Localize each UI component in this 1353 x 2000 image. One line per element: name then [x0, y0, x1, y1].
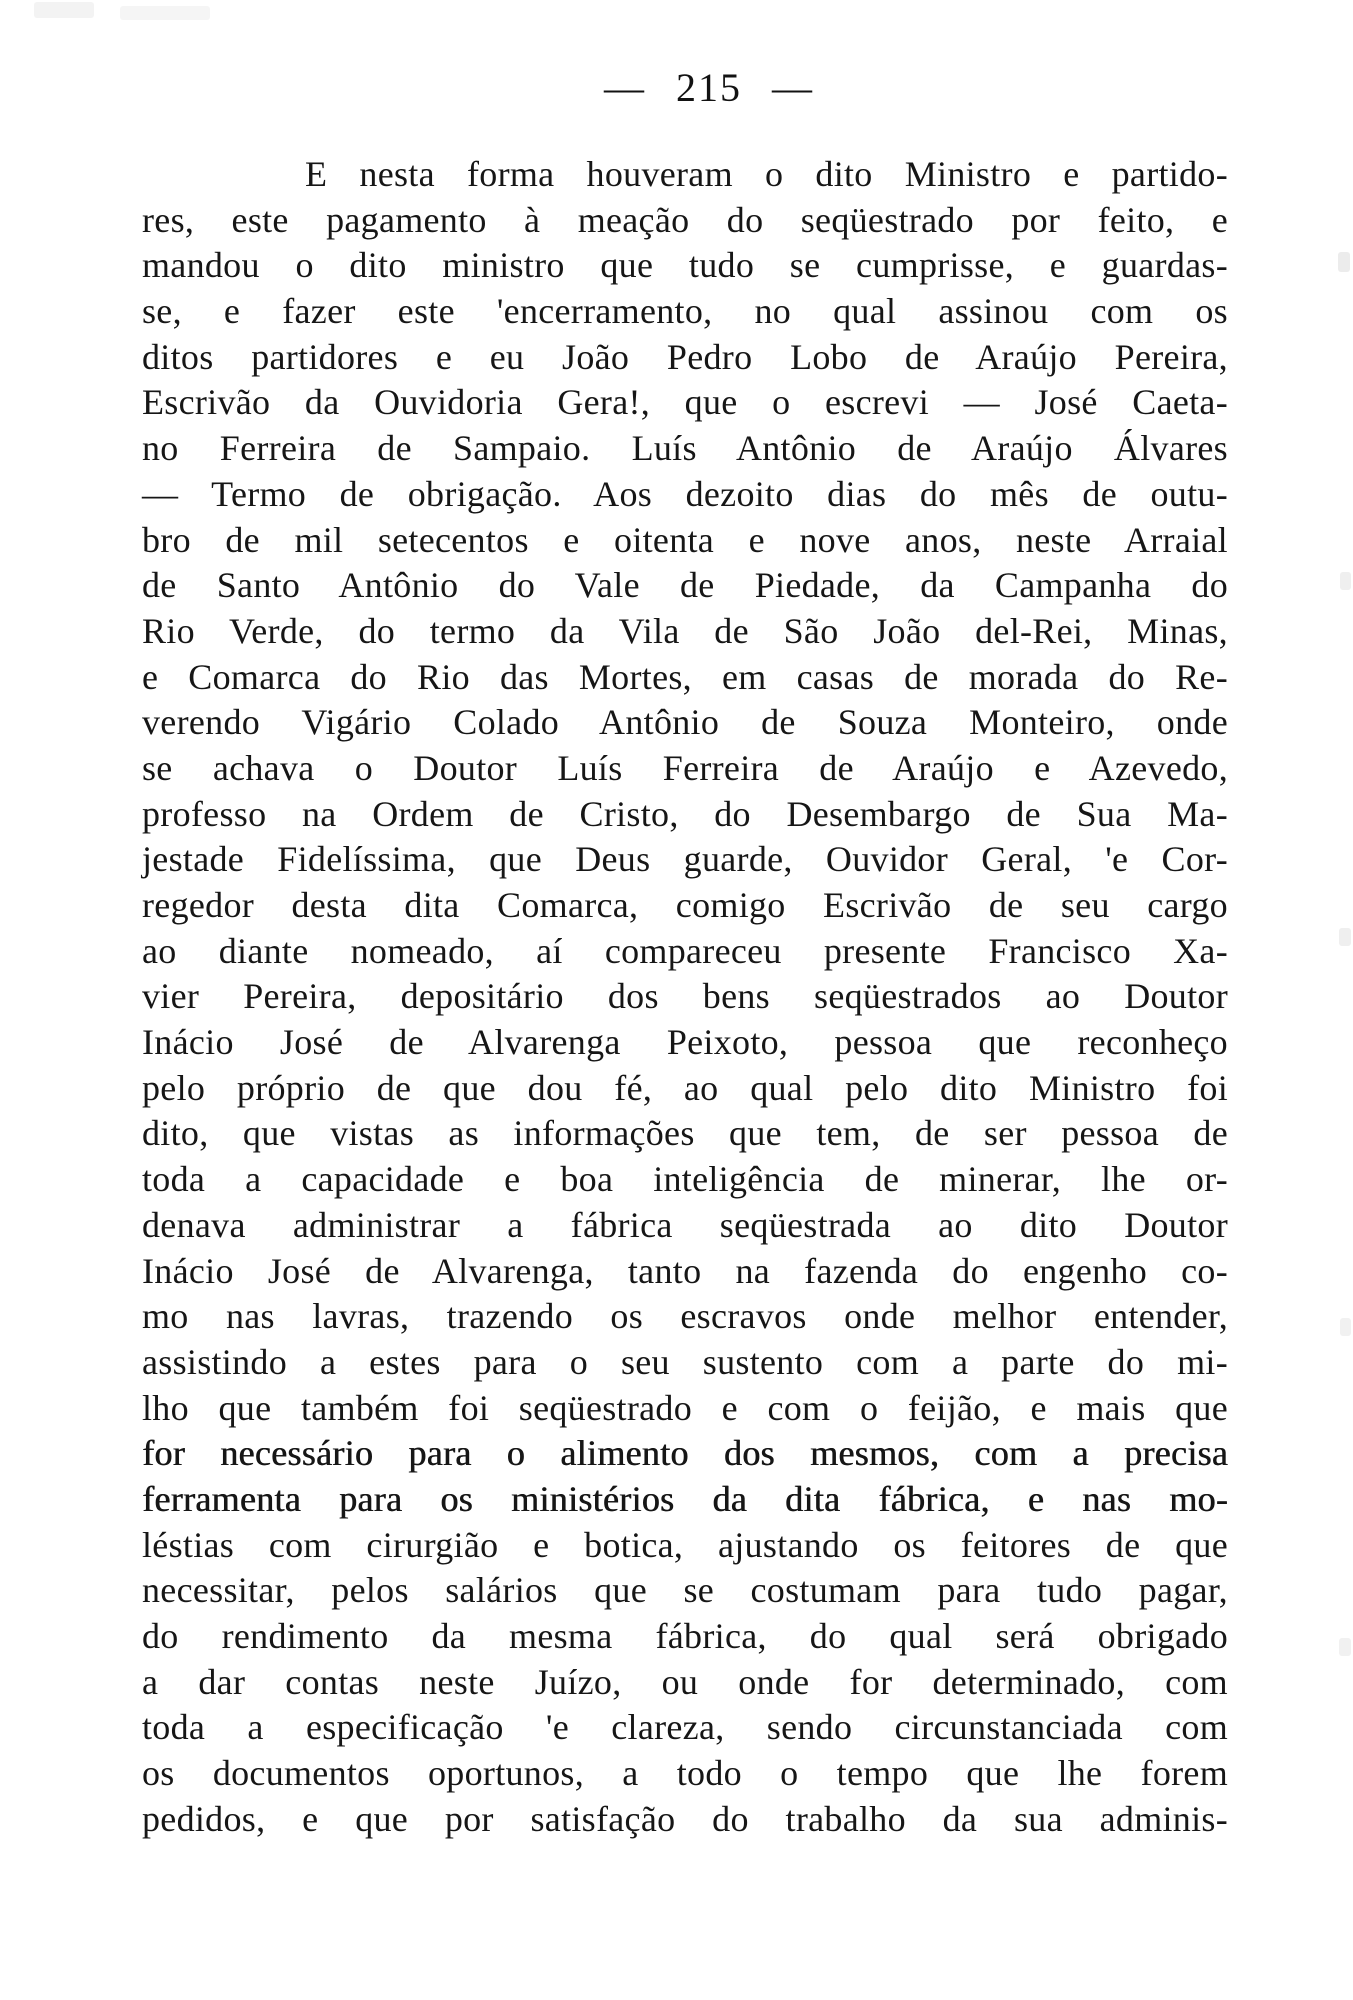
scan-artifact — [1339, 928, 1351, 946]
text-line: no Ferreira de Sampaio. Luís Antônio de Araújo Álvares — [142, 428, 1228, 469]
text-line: e Comarca do Rio das Mortes, em casas de morada do Re- — [142, 656, 1228, 697]
text-line: bro de mil setecentos e oitenta e nove anos, neste Arraial — [142, 519, 1228, 560]
text-line: verendo Vigário Colado Antônio de Souza Monteiro, onde — [142, 702, 1228, 743]
text-line: os documentos oportunos, a todo o tempo que lhe forem — [142, 1753, 1228, 1794]
text-line: de Santo Antônio do Vale de Piedade, da Campanha do — [142, 565, 1228, 606]
scan-artifact — [1340, 1318, 1351, 1336]
text-line: regedor desta dita Comarca, comigo Escrivão de seu cargo — [142, 885, 1228, 925]
text-line: pedidos, e que por satisfação do trabalho da sua adminis- — [142, 1798, 1228, 1839]
text-line: Inácio José de Alvarenga Peixoto, pessoa que reconheço — [142, 1022, 1228, 1063]
scan-artifact — [120, 6, 210, 20]
scan-artifact — [1338, 252, 1350, 272]
text-line: assistindo a estes para o seu sustento com a parte do mi- — [142, 1341, 1228, 1382]
text-line: vier Pereira, depositário dos bens seqüestrados ao Doutor — [142, 976, 1228, 1017]
text-line: lho que também foi seqüestrado e com o feijão, e mais que — [142, 1387, 1228, 1428]
text-line: mandou o dito ministro que tudo se cumprisse, e guardas- — [142, 245, 1228, 286]
text-line: res, este pagamento à meação do seqüestrado por feito, e — [142, 199, 1228, 240]
scan-artifact — [34, 2, 94, 18]
text-line: ferramenta para os ministérios da dita fábrica, e nas mo- — [142, 1478, 1228, 1519]
text-line: — Termo de obrigação. Aos dezoito dias do mês de outu- — [142, 473, 1228, 514]
text-line: pelo próprio de que dou fé, ao qual pelo dito Ministro foi — [142, 1067, 1228, 1108]
text-line: mo nas lavras, trazendo os escravos onde melhor entender, — [142, 1296, 1228, 1337]
text-line: Escrivão da Ouvidoria Gera!, que o escrevi — José Caeta- — [142, 382, 1228, 423]
text-line: do rendimento da mesma fábrica, do qual será obrigado — [142, 1616, 1228, 1656]
text-line: for necessário para o alimento dos mesmos, com a precisa — [142, 1433, 1228, 1474]
text-line: ao diante nomeado, aí compareceu presente Francisco Xa- — [142, 930, 1228, 971]
text-line: a dar contas neste Juízo, ou onde for determinado, com — [142, 1661, 1228, 1702]
text-line: necessitar, pelos salários que se costumam para tudo pagar, — [142, 1570, 1228, 1611]
scan-artifact — [1340, 572, 1351, 590]
page-number: — 215 — — [604, 65, 814, 110]
text-line: Inácio José de Alvarenga, tanto na fazenda do engenho co- — [142, 1250, 1228, 1291]
text-line: jestade Fidelíssima, que Deus guarde, Ouvidor Geral, 'e Cor- — [142, 839, 1228, 880]
text-line: se achava o Doutor Luís Ferreira de Araújo e Azevedo, — [142, 747, 1228, 788]
text-line: toda a especificação 'e clareza, sendo circunstanciada com — [142, 1707, 1228, 1748]
text-line: se, e fazer este 'encerramento, no qual assinou com os — [142, 291, 1228, 332]
text-line: professo na Ordem de Cristo, do Desembargo de Sua Ma- — [142, 793, 1228, 834]
text-line: Rio Verde, do termo da Vila de São João del-Rei, Minas, — [142, 610, 1228, 651]
text-line: E nesta forma houveram o dito Ministro e partido- — [305, 154, 1228, 194]
text-line: denava administrar a fábrica seqüestrada ao dito Doutor — [142, 1204, 1228, 1245]
text-line: ditos partidores e eu João Pedro Lobo de Araújo Pereira, — [142, 336, 1228, 377]
text-line: léstias com cirurgião e botica, ajustando os feitores de que — [142, 1524, 1228, 1565]
scan-artifact — [1339, 1638, 1351, 1656]
body-text — [142, 152, 1228, 1842]
text-line: dito, que vistas as informações que tem, de ser pessoa de — [142, 1113, 1228, 1154]
text-line: toda a capacidade e boa inteligência de minerar, lhe or- — [142, 1159, 1228, 1200]
